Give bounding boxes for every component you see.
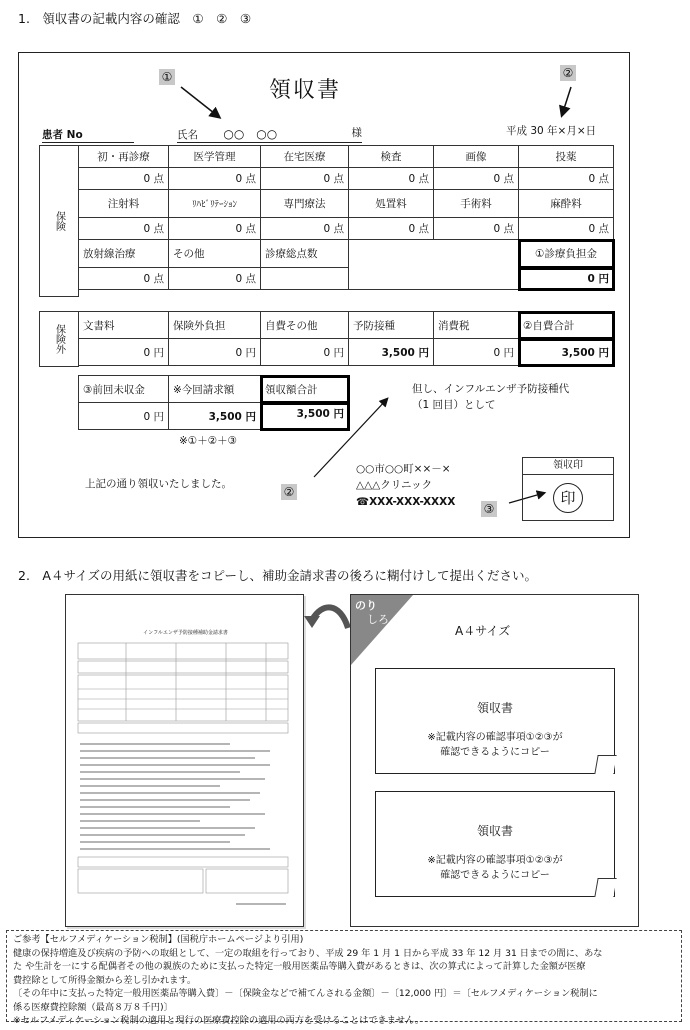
form-title: インフルエンザ予防接種補助金請求書 xyxy=(143,630,228,636)
table-cell: 専門療法 xyxy=(261,190,349,218)
reference-box xyxy=(6,930,682,1026)
row3-values xyxy=(79,268,614,290)
reference-line: 係る医療費控除額（最高８万８千円)〕 xyxy=(13,1001,173,1013)
empty-cell xyxy=(261,268,349,290)
copy-note-1: ※記載内容の確認事項①②③が xyxy=(427,855,563,866)
glue-label-2: しろ xyxy=(367,613,389,626)
reference-line: 〔その年中に支払った特定一般用医薬品等購入費〕－〔保険金などで補てんされる金額〕－〔12,000 円〕＝〔セルフメディケーション税制に xyxy=(13,988,598,999)
row2-values xyxy=(79,218,614,240)
uninsured-side-label xyxy=(39,311,79,367)
page-curl xyxy=(594,755,616,774)
section1-title: 1. 領収書の記載内容の確認 ① ② ③ xyxy=(18,11,252,26)
table-cell: 注射料 xyxy=(79,190,169,218)
insured-table xyxy=(78,145,614,290)
receipt-frame xyxy=(18,52,630,538)
table-cell: 医学管理 xyxy=(169,146,261,168)
summary-table xyxy=(78,375,349,430)
table-cell: 0 円 xyxy=(434,339,519,366)
table-cell: 0 点 xyxy=(349,218,434,240)
receipt-heading: 領収書 xyxy=(269,78,342,103)
table-cell: 画像 xyxy=(434,146,519,168)
marker-1: ① xyxy=(159,69,175,85)
table-cell: 0 点 xyxy=(349,168,434,190)
table-cell: 0 円 xyxy=(261,339,349,366)
summary-labels xyxy=(79,376,349,403)
formula: ※①＋②＋③ xyxy=(179,435,238,447)
empty-cell xyxy=(434,268,519,290)
arrow-to-date xyxy=(562,87,571,115)
table-cell: 0 点 xyxy=(79,268,169,290)
table-cell: ※今回請求額 xyxy=(169,376,261,403)
form-sketch xyxy=(66,595,305,928)
received-text: 上記の通り領収いたしました。 xyxy=(85,478,232,490)
empty-cell xyxy=(349,268,434,290)
copy-note-2: 確認できるようにコピー xyxy=(440,870,550,881)
reference-line: ご参考【セルフメディケーション税制】(国税庁ホームページより引用) xyxy=(13,934,304,945)
table-cell: 0 円 xyxy=(169,339,261,366)
table-cell: ①診療負担金 xyxy=(519,240,614,268)
table-cell: 0 点 xyxy=(261,218,349,240)
table-cell: 文書料 xyxy=(79,312,169,339)
table-cell: 投薬 xyxy=(519,146,614,168)
table-cell: 処置料 xyxy=(349,190,434,218)
table-cell: 自費その他 xyxy=(261,312,349,339)
note-line-2: （1 回目）として xyxy=(412,399,496,411)
table-cell: ②自費合計 xyxy=(519,312,614,339)
uninsured-values xyxy=(79,339,614,366)
table-cell: 0 点 xyxy=(169,168,261,190)
insured-label: 保険 xyxy=(53,211,65,231)
note-line-1: 但し、インフルエンザ予防接種代 xyxy=(412,383,570,395)
reference-line: 健康の保持増進及び疾病の予防への取組として、一定の取組を行っており、平成 29 年 1 月 1 日から平成 33 年 12 月 31 日までの間に、あな xyxy=(13,947,603,959)
name-label: 氏名 xyxy=(177,129,198,141)
marker-2b: ② xyxy=(281,484,297,500)
copy-title: 領収書 xyxy=(476,701,513,715)
table-cell: ﾘﾊﾋﾞﾘﾃｰｼｮﾝ xyxy=(169,190,261,218)
phone: ☎XXX-XXX-XXXX xyxy=(356,496,456,508)
table-cell: 検査 xyxy=(349,146,434,168)
empty-cell xyxy=(434,240,519,268)
table-cell: 0 点 xyxy=(261,168,349,190)
table-cell: 初・再診療 xyxy=(79,146,169,168)
table-cell: 麻酔料 xyxy=(519,190,614,218)
table-cell: 3,500 円 xyxy=(169,403,261,430)
receipt-date: 平成 30 年×月×日 xyxy=(506,125,597,137)
row1-labels xyxy=(79,146,614,168)
stamp-box xyxy=(522,457,614,521)
a4-sheet xyxy=(350,594,639,927)
table-cell: 0 点 xyxy=(434,218,519,240)
arrow-to-name xyxy=(181,87,219,117)
table-cell: 放射線治療 xyxy=(79,240,169,268)
table-cell: 0 点 xyxy=(79,168,169,190)
table-cell: 0 円 xyxy=(79,403,169,430)
address-line-2: △△△クリニック xyxy=(356,479,433,491)
marker-3: ③ xyxy=(481,501,497,517)
receipt-copy-box-2 xyxy=(375,791,615,897)
name-field xyxy=(177,125,362,143)
table-cell: ③前回未収金 xyxy=(79,376,169,403)
receipt-copy-box-1 xyxy=(375,668,615,774)
a4-label: A４サイズ xyxy=(455,624,511,638)
patient-no-label: 患者 No xyxy=(42,127,134,143)
table-cell: 領収額合計 xyxy=(261,376,349,403)
table-cell: 予防接種 xyxy=(349,312,434,339)
section2-title: 2. A４サイズの用紙に領収書をコピーし、補助金請求書の後ろに糊付けして提出ください。 xyxy=(18,568,537,583)
copy-title: 領収書 xyxy=(476,824,513,838)
table-cell: 在宅医療 xyxy=(261,146,349,168)
table-cell: 手術料 xyxy=(434,190,519,218)
uninsured-labels xyxy=(79,312,614,339)
copy-note-1: ※記載内容の確認事項①②③が xyxy=(427,732,563,743)
row3-labels xyxy=(79,240,614,268)
row1-values xyxy=(79,168,614,190)
table-cell: その他 xyxy=(169,240,261,268)
table-cell: 診療総点数 xyxy=(261,240,349,268)
table-cell: 0 円 xyxy=(519,268,614,290)
claim-form-thumbnail xyxy=(65,594,304,927)
address-line-1: ○○市○○町××－× xyxy=(356,463,451,475)
table-cell: 0 点 xyxy=(519,218,614,240)
table-cell: 0 点 xyxy=(169,268,261,290)
uninsured-table xyxy=(78,311,614,366)
reference-line: ※セルフメディケーション税制の適用と現行の医療費控除の適用の両方を受けることはできません。 xyxy=(13,1015,425,1026)
table-cell: 消費税 xyxy=(434,312,519,339)
table-cell: 0 円 xyxy=(79,339,169,366)
table-cell: 0 点 xyxy=(434,168,519,190)
summary-values xyxy=(79,403,349,430)
row2-labels xyxy=(79,190,614,218)
table-cell: 3,500 円 xyxy=(519,339,614,366)
copy-note-2: 確認できるようにコピー xyxy=(440,747,550,758)
reference-line: た や生計を一にする配偶者その他の親族のために支払った特定一般用医薬品等購入費があるときは、次の算式によって計算した金額が医療 xyxy=(13,961,586,972)
name-value: ○○ ○○ xyxy=(223,127,278,141)
page-curl xyxy=(594,878,616,897)
reference-line: 費控除として所得金額から差し引かれます。 xyxy=(13,974,197,986)
table-cell: 0 点 xyxy=(519,168,614,190)
table-cell: 0 点 xyxy=(169,218,261,240)
stamp-mark: 印 xyxy=(553,483,583,513)
marker-2: ② xyxy=(560,65,576,81)
empty-cell xyxy=(349,240,434,268)
uninsured-label: 保険外 xyxy=(53,324,65,354)
table-cell: 3,500 円 xyxy=(261,403,349,430)
stamp-label: 領収印 xyxy=(523,458,613,475)
table-cell: 保険外負担 xyxy=(169,312,261,339)
table-cell: 3,500 円 xyxy=(349,339,434,366)
table-cell: 0 点 xyxy=(79,218,169,240)
glue-label-1: のり xyxy=(355,599,377,612)
insured-side-label xyxy=(39,145,79,297)
honorific: 様 xyxy=(351,127,362,139)
